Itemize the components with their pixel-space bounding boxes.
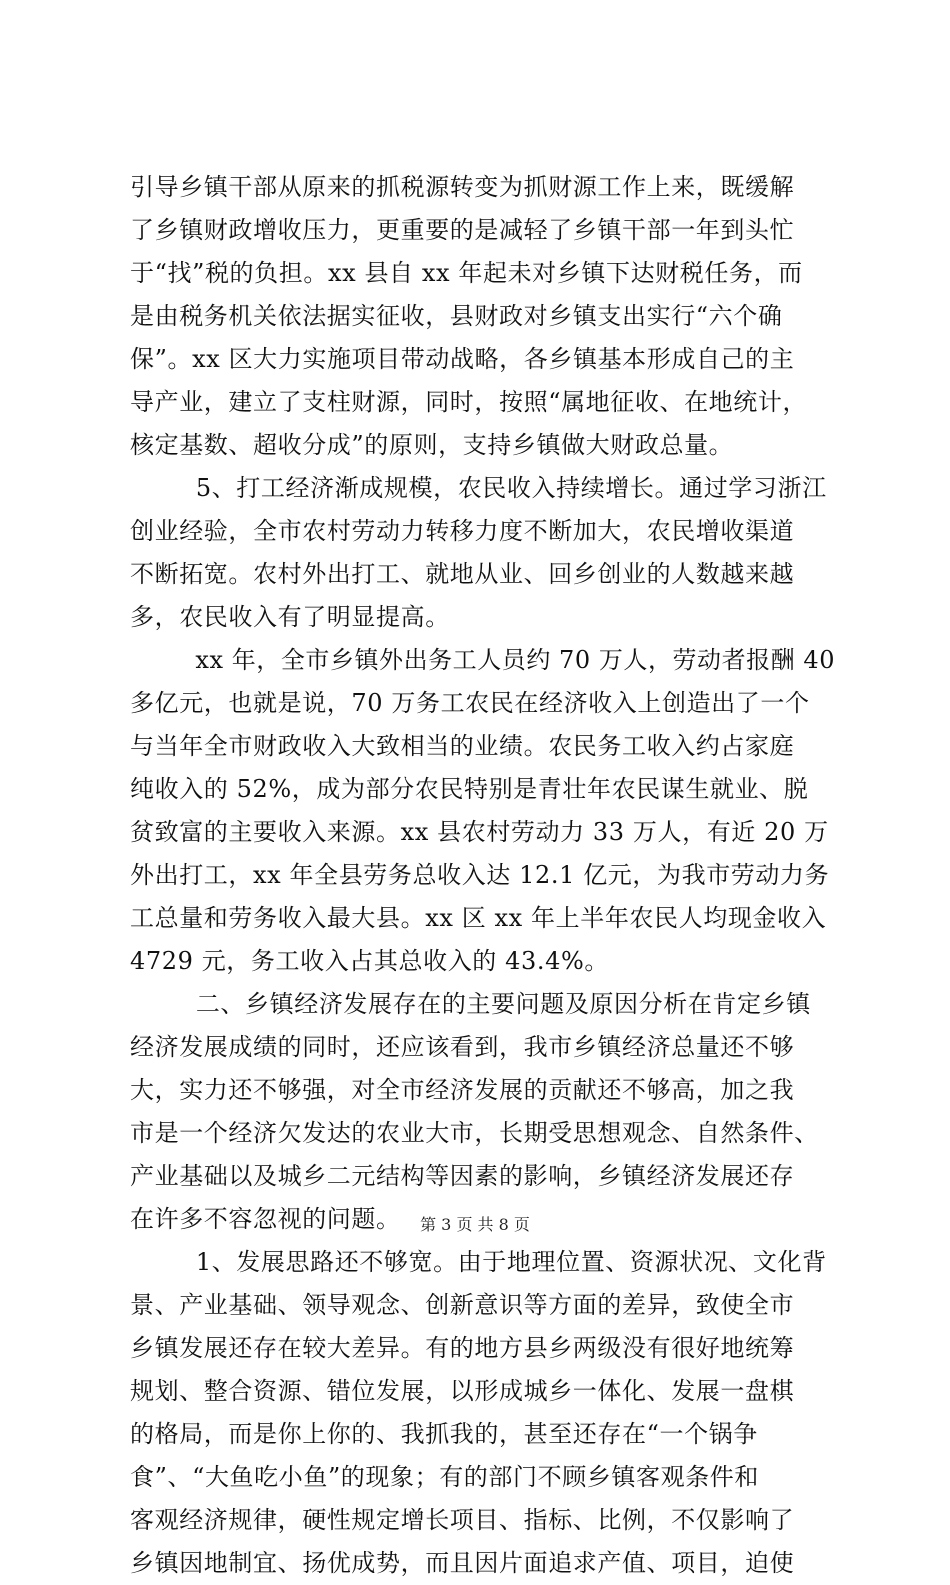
text-line: 核定基数、超收分成”的原则，支持乡镇做大财政总量。: [130, 431, 734, 459]
text-line: 食”、“大鱼吃小鱼”的现象；有的部门不顾乡镇客观条件和: [130, 1463, 760, 1491]
text-line: 市是一个经济欠发达的农业大市，长期受思想观念、自然条件、: [130, 1119, 819, 1147]
text-line: 产业基础以及城乡二元结构等因素的影响，乡镇经济发展还存: [130, 1162, 795, 1190]
text-line: 创业经验，全市农村劳动力转移力度不断加大，农民增收渠道: [130, 517, 795, 545]
text-line: 的格局，而是你上你的、我抓我的，甚至还存在“一个锅争: [130, 1420, 758, 1448]
body-text: [130, 166, 835, 1585]
text-line: 4729 元，务工收入占其总收入的 43.4%。: [130, 947, 609, 975]
page-footer: 第 3 页 共 8 页: [420, 1215, 530, 1234]
text-line: 多，农民收入有了明显提高。: [130, 603, 450, 631]
text-line: 了乡镇财政增收压力，更重要的是减轻了乡镇干部一年到头忙: [130, 216, 795, 244]
text-line: 导产业，建立了支柱财源，同时，按照“属地征收、在地统计，: [130, 388, 808, 416]
text-line: 是由税务机关依法据实征收，县财政对乡镇支出实行“六个确: [130, 302, 783, 330]
text-line: 在许多不容忽视的问题。: [130, 1205, 401, 1233]
text-line: 外出打工，xx 年全县劳务总收入达 12.1 亿元，为我市劳动力务: [130, 861, 830, 889]
text-line: 5、打工经济渐成规模，农民收入持续增长。通过学习浙江: [130, 474, 827, 502]
text-line: 乡镇发展还存在较大差异。有的地方县乡两级没有很好地统筹: [130, 1334, 795, 1362]
text-line: 多亿元，也就是说，70 万务工农民在经济收入上创造出了一个: [130, 689, 810, 717]
text-line: 景、产业基础、领导观念、创新意识等方面的差异，致使全市: [130, 1291, 795, 1319]
text-line: 不断拓宽。农村外出打工、就地从业、回乡创业的人数越来越: [130, 560, 795, 588]
text-line: 乡镇因地制宜、扬优成势，而且因片面追求产值、项目，迫使: [130, 1549, 795, 1577]
text-line: 二、乡镇经济发展存在的主要问题及原因分析在肯定乡镇: [130, 990, 811, 1018]
text-line: xx 年，全市乡镇外出务工人员约 70 万人，劳动者报酬 40: [130, 646, 836, 674]
text-line: 保”。xx 区大力实施项目带动战略，各乡镇基本形成自己的主: [130, 345, 795, 373]
text-line: 经济发展成绩的同时，还应该看到，我市乡镇经济总量还不够: [130, 1033, 795, 1061]
text-line: 1、发展思路还不够宽。由于地理位置、资源状况、文化背: [130, 1248, 827, 1276]
text-line: 引导乡镇干部从原来的抓税源转变为抓财源工作上来，既缓解: [130, 173, 795, 201]
text-line: 工总量和劳务收入最大县。xx 区 xx 年上半年农民人均现金收入: [130, 904, 827, 932]
text-line: 规划、整合资源、错位发展，以形成城乡一体化、发展一盘棋: [130, 1377, 795, 1405]
text-line: 与当年全市财政收入大致相当的业绩。农民务工收入约占家庭: [130, 732, 795, 760]
text-line: 纯收入的 52%，成为部分农民特别是青壮年农民谋生就业、脱: [130, 775, 809, 803]
text-line: 客观经济规律，硬性规定增长项目、指标、比例，不仅影响了: [130, 1506, 795, 1534]
text-line: 贫致富的主要收入来源。xx 县农村劳动力 33 万人，有近 20 万: [130, 818, 829, 846]
text-line: 于“找”税的负担。xx 县自 xx 年起未对乡镇下达财税任务，而: [130, 259, 803, 287]
text-line: 大，实力还不够强，对全市经济发展的贡献还不够高，加之我: [130, 1076, 795, 1104]
